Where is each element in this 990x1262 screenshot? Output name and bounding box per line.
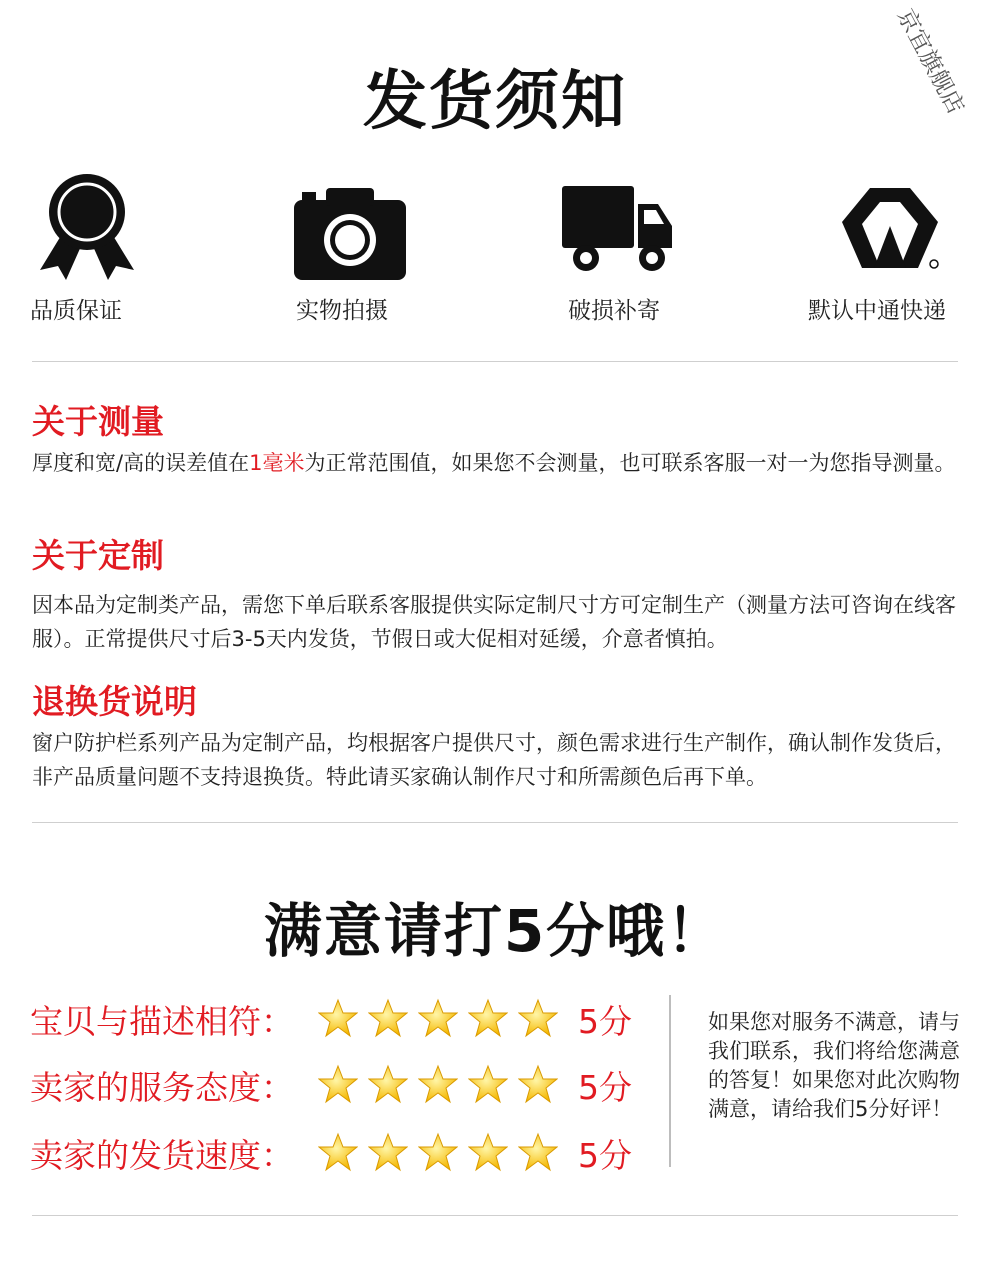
star-icon	[518, 1064, 558, 1104]
feature-label: 实物拍摄	[296, 298, 388, 324]
divider	[32, 361, 958, 362]
watermark-text: 京宜旗舰店	[891, 4, 969, 119]
rating-row-label: 宝贝与描述相符：	[30, 1002, 294, 1041]
star-icon	[518, 998, 558, 1038]
section-text-returns: 窗户防护栏系列产品为定制产品，均根据客户提供尺寸，颜色需求进行生产制作，确认制作发货后，非产品质量问题不支持退换货。特此请买家确认制作尺寸和所需颜色后再下单。	[32, 731, 956, 789]
star-icon	[518, 1132, 558, 1172]
truck-icon	[560, 182, 680, 282]
rating-row-label: 卖家的服务态度：	[30, 1068, 294, 1107]
feature-quality	[30, 172, 170, 324]
section-text-measure	[32, 446, 962, 480]
star-icon	[368, 1064, 408, 1104]
star-icon	[468, 1132, 508, 1172]
rating-row	[30, 1062, 670, 1112]
rating-row-score: 5分	[578, 1002, 632, 1041]
rating-row	[30, 1130, 670, 1180]
vertical-divider	[669, 995, 671, 1167]
rating-title: 满意请打5分哦！	[263, 897, 727, 965]
feature-reship	[560, 172, 700, 324]
rating-row	[30, 996, 670, 1046]
rating-note: 如果您对服务不满意，请与我们联系，我们将给您满意的答复！如果您对此次购物满意，请给我们5分好评！	[708, 1010, 960, 1121]
rating-row-score: 5分	[578, 1068, 632, 1107]
page-title: 发货须知	[363, 65, 627, 139]
star-icon	[418, 1132, 458, 1172]
rating-row-score: 5分	[578, 1136, 632, 1175]
measure-highlight: 1毫米	[249, 451, 305, 475]
star-icon	[368, 998, 408, 1038]
star-icon	[318, 998, 358, 1038]
section-text-custom: 因本品为定制类产品，需您下单后联系客服提供实际定制尺寸方可定制生产（测量方法可咨询在线客服）。正常提供尺寸后3-5天内发货，节假日或大促相对延缓，介意者慎拍。	[32, 593, 956, 651]
feature-courier	[808, 172, 960, 324]
measure-text-before: 厚度和宽/高的误差值在	[32, 451, 250, 475]
star-icon	[318, 1064, 358, 1104]
measure-text-after: 为正常范围值，如果您不会测量，也可联系客服一对一为您指导测量。	[304, 451, 956, 475]
feature-label: 默认中通快递	[808, 298, 946, 324]
rating-row-label: 卖家的发货速度：	[30, 1136, 294, 1175]
star-icon	[318, 1132, 358, 1172]
service-icons-row	[0, 172, 990, 332]
camera-icon	[292, 184, 412, 284]
ribbon-badge-icon	[32, 172, 142, 282]
star-icon	[418, 998, 458, 1038]
star-icon	[418, 1064, 458, 1104]
divider	[32, 822, 958, 823]
zto-logo-icon	[830, 184, 950, 284]
feature-label: 破损补寄	[568, 298, 660, 324]
feature-photo	[290, 172, 430, 324]
section-heading-custom: 关于定制	[32, 536, 164, 575]
divider	[32, 1215, 958, 1216]
feature-label: 品质保证	[30, 298, 122, 324]
star-icon	[368, 1132, 408, 1172]
star-icon	[468, 998, 508, 1038]
section-heading-returns: 退换货说明	[32, 682, 197, 721]
star-icon	[468, 1064, 508, 1104]
section-heading-measure: 关于测量	[32, 402, 164, 441]
